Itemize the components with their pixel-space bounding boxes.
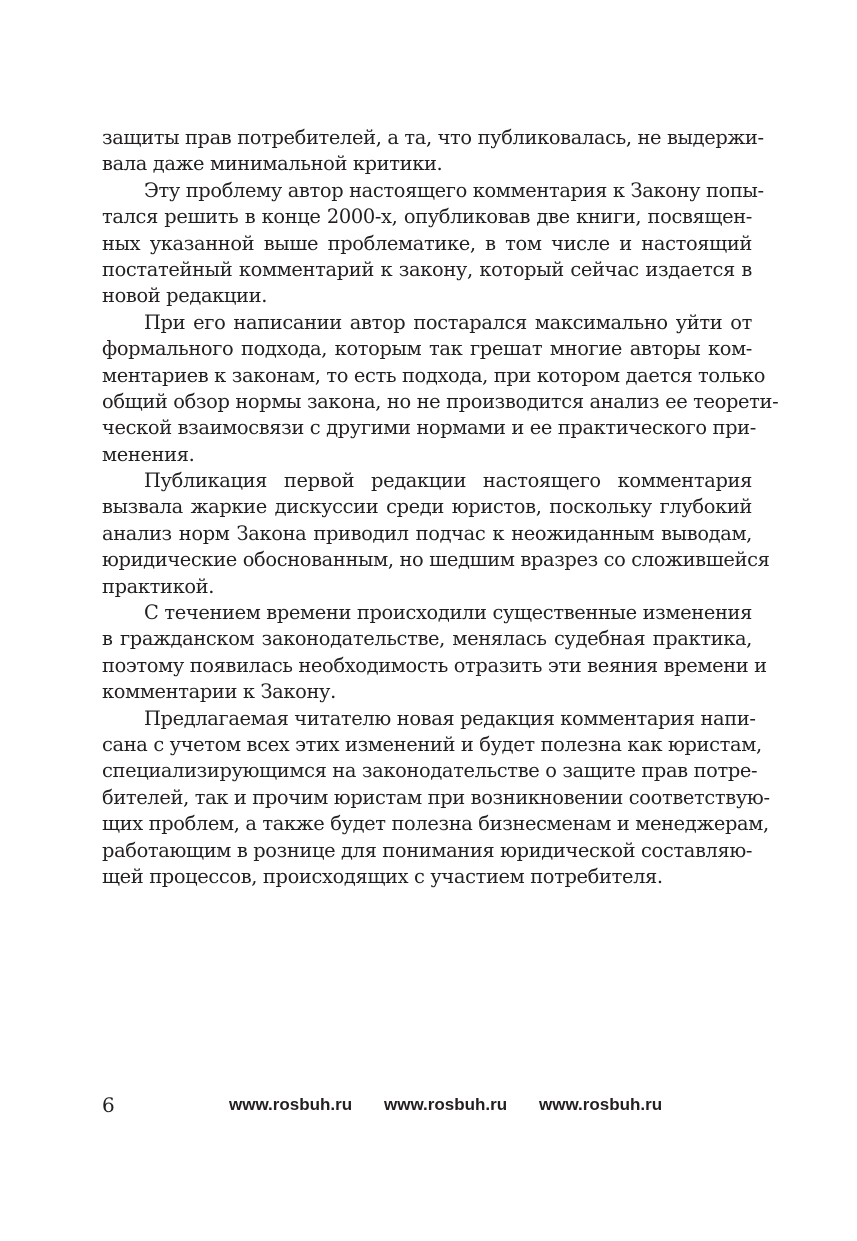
text-line: работающим в рознице для понимания юридической составляю- [102, 838, 753, 862]
text-line: Эту проблему автор настоящего комментария к Закону попы- [144, 178, 764, 202]
text-line: щих проблем, а также будет полезна бизнесменам и менеджерам, [102, 812, 769, 836]
text-line: тался решить в конце 2000-х, опубликовав две книги, посвящен- [102, 205, 752, 229]
text-line: новой редакции. [102, 284, 268, 308]
text-line: Предлагаемая читателю новая редакция комментария напи- [144, 706, 756, 730]
text-line: бителей, так и прочим юристам при возникновении соответствую- [102, 785, 770, 809]
text-line: поэтому появилась необходимость отразить эти веяния времени и [102, 653, 767, 677]
paragraph [102, 178, 764, 310]
text-line: сана с учетом всех этих изменений и будет полезна как юристам, [102, 732, 762, 756]
paragraph [102, 310, 779, 468]
text-line: вала даже минимальной критики. [102, 152, 443, 176]
text-line: юридические обоснованным, но шедшим вразрез со сложившейся [102, 548, 770, 572]
text-line: При его написании автор постарался максимально уйти от [144, 310, 752, 334]
website-link[interactable]: www.rosbuh.ru [384, 1095, 508, 1114]
text-line: Публикация первой редакции настоящего комментария [144, 469, 752, 493]
text-line: С течением времени происходили существенные изменения [144, 601, 752, 625]
paragraph [102, 125, 764, 178]
website-link[interactable]: www.rosbuh.ru [229, 1095, 353, 1114]
body-text [102, 125, 779, 890]
text-line: ных указанной выше проблематике, в том числе и настоящий [102, 231, 752, 255]
text-line: ческой взаимосвязи с другими нормами и ее практического при- [102, 416, 756, 440]
text-line: общий обзор нормы закона, но не производится анализ ее теорети- [102, 389, 779, 413]
text-line: в гражданском законодательстве, менялась судебная практика, [102, 627, 752, 651]
paragraph [102, 600, 767, 706]
text-line: комментарии к Закону. [102, 680, 336, 704]
page-number: 6 [102, 1093, 115, 1117]
text-line: анализ норм Закона приводил подчас к неожиданным выводам, [102, 521, 752, 545]
text-line: практикой. [102, 574, 215, 598]
text-line: вызвала жаркие дискуссии среди юристов, поскольку глубокий [102, 495, 752, 519]
text-line: специализирующимся на законодательстве о защите прав потре- [102, 759, 758, 783]
paragraph [102, 706, 770, 891]
text-line: ментариев к законам, то есть подхода, при котором дается только [102, 363, 766, 387]
text-line: постатейный комментарий к закону, который сейчас издается в [102, 257, 752, 281]
text-line: защиты прав потребителей, а та, что публиковалась, не выдержи- [102, 126, 764, 149]
paragraph [102, 468, 770, 600]
text-line: менения. [102, 442, 195, 466]
text-line: щей процессов, происходящих с участием потребителя. [102, 864, 663, 888]
website-link[interactable]: www.rosbuh.ru [539, 1095, 663, 1114]
text-line: формального подхода, которым так грешат многие авторы ком- [102, 337, 752, 361]
page-footer [0, 1090, 857, 1120]
